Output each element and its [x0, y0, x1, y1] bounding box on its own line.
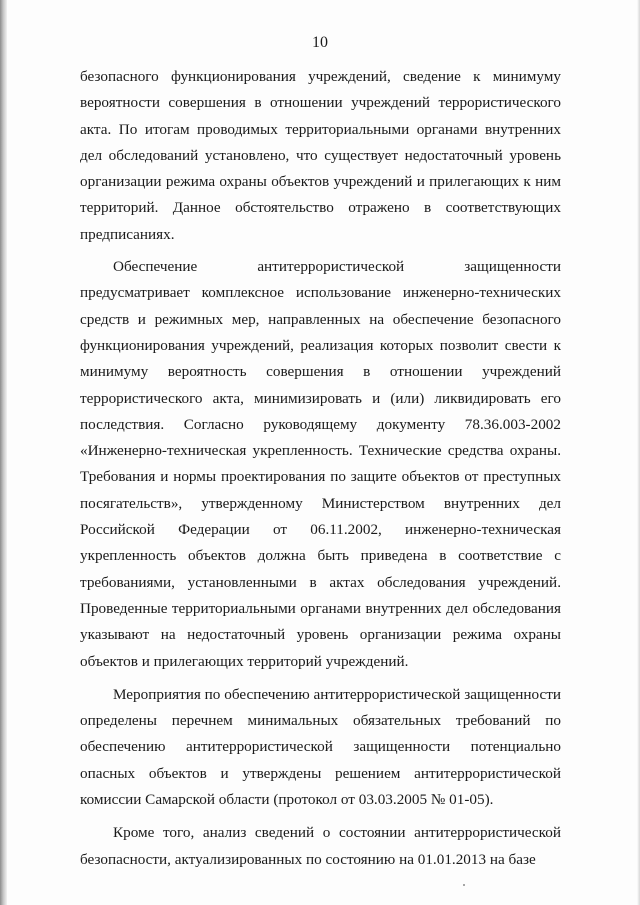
paragraph-analysis: Кроме того, анализ сведений о состоянии антитеррористической безопасности, актуализированных по состоянию на 01.01.2013 на базе — [80, 824, 561, 868]
body-text — [80, 64, 561, 873]
scan-shadow-left — [0, 0, 7, 905]
paragraph-measures: Мероприятия по обеспечению антитеррористической защищенности определены перечнем минимальных обязательных требований по обеспечению антитеррористической защищенности потенциально опасных объектов и утверждены решением антитеррористической комиссии Самарской области (протокол от 03.03.2005 № 01-05). — [80, 685, 561, 809]
scan-speck — [463, 884, 465, 886]
paragraph-continuation: безопасного функционирования учреждений, сведение к минимуму вероятности совершения в отношении учреждений террористического акта. По итогам проводимых территориальными органами внутренних дел обследований установлено, что существует недостаточный уровень организации режима охраны объектов учреждений и прилегающих к ним территорий. Данное обстоятельство отражено в соответствующих предписаниях. — [80, 68, 561, 243]
page-number: 10 — [312, 34, 328, 51]
paragraph-antiterror-provision: Обеспечение антитеррористической защищенности предусматривает комплексное использование инженерно-технических средств и режимных мер, направленных на обеспечение безопасного функционирования учреждений, реализация которых позволит свести к минимуму вероятность совершения в отношении учреждений террористического акта, минимизировать и (или) ликвидировать его последствия. Согласно руководящему документу 78.36.003-2002 «Инженерно-техническая укрепленность. Технические средства охраны. Требования и нормы проектирования по защите объектов от преступных посягательств», утвержденному Министерством внутренних дел Российской Федерации от 06.11.2002, инженерно-техническая укрепленность объектов должна быть приведена в соответствие с требованиями, установленными в актах обследования учреждений. Проведенные территориальными органами внутренних дел обследования указывают на недостаточный уровень организации режима охраны объектов и прилегающих территорий учреждений. — [80, 258, 561, 670]
